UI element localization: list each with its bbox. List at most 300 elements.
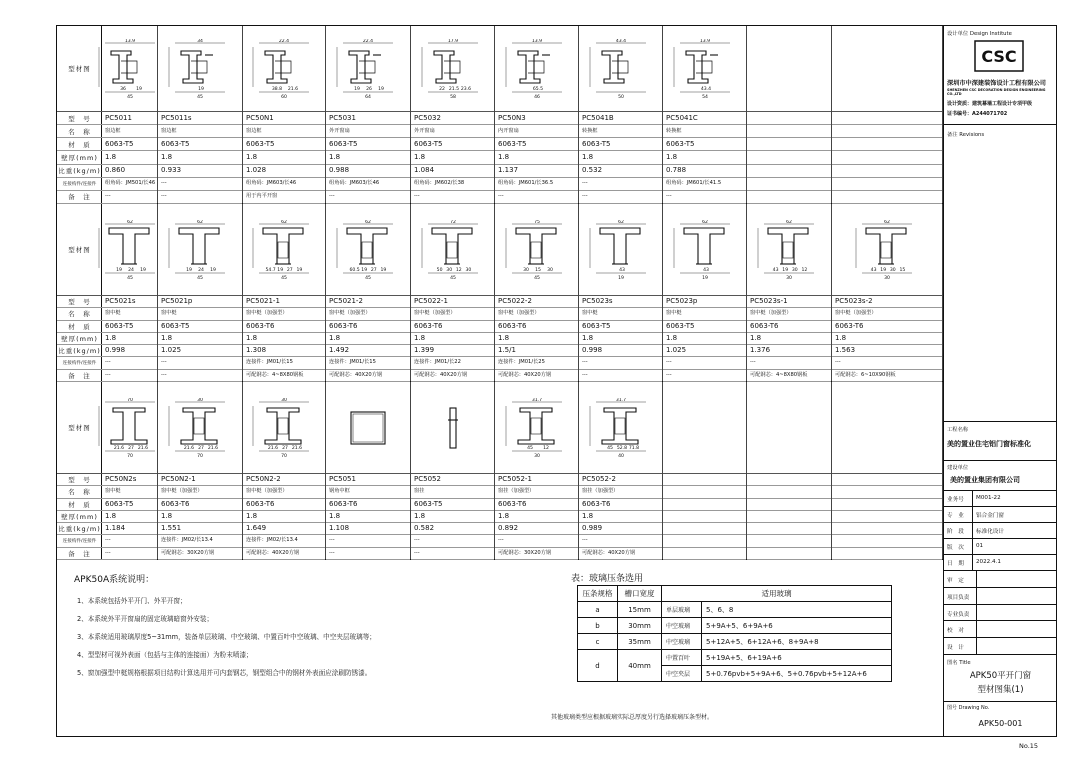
meta-value: 铝合金门窗 <box>976 513 1004 519</box>
dimension-label: 70 <box>126 397 133 403</box>
dimension-label: 19 <box>701 275 708 280</box>
profile-name: 窗中梃 <box>158 308 242 320</box>
profile-material: 6063-T6 <box>243 321 325 333</box>
profile-drawing-cell <box>747 204 831 296</box>
profile-material <box>832 499 942 511</box>
profile-remark: --- <box>102 548 157 560</box>
profile-name <box>747 125 831 138</box>
notes-title: APK50A系统说明： <box>74 575 155 585</box>
profile-name: 窗边框 <box>243 125 325 138</box>
profile-material: 6063-T6 <box>495 499 578 511</box>
profile-column <box>243 204 326 381</box>
row-label-wall: 壁厚(mm) <box>57 151 102 164</box>
meta-value: 标准化设计 <box>976 529 1004 535</box>
dimension-label: 19 <box>354 86 360 92</box>
profile-section-drawing <box>498 398 576 458</box>
profile-fitting: --- <box>832 357 942 369</box>
dimension-label: 30 <box>546 267 553 273</box>
profile-weight <box>832 523 942 535</box>
profile-material: 6063-T5 <box>579 138 662 151</box>
profile-section-drawing <box>666 39 744 99</box>
glass-col-header: 槽口宽度 <box>618 586 662 602</box>
dimension-label: 23.6 <box>460 86 471 92</box>
dimension-label: 62 <box>701 219 708 225</box>
table-row <box>578 650 892 666</box>
glass-type: 中空玻璃 <box>662 634 702 650</box>
dimension-label: 30 <box>889 267 896 273</box>
profile-column <box>158 26 243 203</box>
profile-weight: 0.582 <box>411 523 494 535</box>
profile-name: 窗中梃（加强型） <box>243 486 325 498</box>
profile-material <box>747 499 831 511</box>
profile-weight: 0.860 <box>102 165 157 178</box>
dimension-label: 52.8 <box>616 445 627 451</box>
profile-material: 6063-T6 <box>495 321 578 333</box>
profile-drawing-cell <box>326 204 410 296</box>
dimension-label: 72 <box>449 219 456 225</box>
profile-material: 6063-T5 <box>663 138 746 151</box>
row-label-material: 材 质 <box>57 138 102 151</box>
dimension-label: 45 <box>526 445 533 451</box>
profile-column <box>747 204 832 381</box>
dimension-label: 43 <box>702 267 709 273</box>
profile-material: 6063-T5 <box>411 138 494 151</box>
dimension-label: 21.5 <box>448 86 459 92</box>
dimension-label: 21.6 <box>183 445 195 451</box>
profile-column <box>663 204 747 381</box>
dimension-label: 19 <box>139 267 146 273</box>
profile-wall: 1.8 <box>102 151 157 164</box>
profile-model: PC5023p <box>663 296 746 308</box>
dimension-label: 45 <box>197 94 203 99</box>
row-label-fitting: 连接构件/连接件 <box>57 357 102 369</box>
profile-model: PC50N1 <box>243 112 325 125</box>
dimension-label: 19 <box>380 267 387 273</box>
dimension-label: 21.6 <box>207 445 219 451</box>
dimension-label: 31.7 <box>531 397 542 403</box>
profile-wall: 1.8 <box>326 511 410 523</box>
profile-weight: 1.399 <box>411 345 494 357</box>
profile-material: 6063-T5 <box>158 321 242 333</box>
glass-table <box>577 585 892 682</box>
profile-wall: 1.8 <box>411 511 494 523</box>
profile-fitting: 组角码：JM603/长46 <box>243 178 325 191</box>
profile-name: 窗挂 <box>411 486 494 498</box>
profile-column <box>243 26 326 203</box>
profile-drawing-cell <box>102 382 157 474</box>
sign-label: 项目负责 <box>947 594 970 601</box>
profile-fitting: --- <box>579 535 662 547</box>
profile-material: 6063-T5 <box>579 321 662 333</box>
profile-name: 窗边框 <box>158 125 242 138</box>
profile-drawing-cell <box>243 204 325 296</box>
profile-column <box>411 204 495 381</box>
dimension-label: 62 <box>365 219 371 225</box>
profile-section-drawing <box>91 39 169 99</box>
notes-section <box>57 563 943 736</box>
glass-table-title: 表：玻璃压条选用 <box>571 574 644 584</box>
sign-label: 设 计 <box>947 645 964 652</box>
dimension-label: 22.4 <box>278 38 290 44</box>
company-name-en: SHENZHEN CSC DECORATION DESIGN ENGINEERING CO.,LTD <box>947 88 1046 96</box>
profile-section-drawing <box>161 398 239 458</box>
profile-material: 6063-T6 <box>579 499 662 511</box>
meta-value: M001-22 <box>976 495 1001 501</box>
profile-wall: 1.8 <box>411 333 494 345</box>
owner-label: 建设单位 <box>947 465 969 471</box>
profile-name <box>832 486 942 498</box>
profile-material <box>747 138 831 151</box>
profile-weight: 1.025 <box>158 345 242 357</box>
dimension-label: 15 <box>534 267 541 273</box>
profile-fitting: 连接件：JM01/长15 <box>243 357 325 369</box>
dimension-label: 19 <box>782 267 789 273</box>
profile-wall: 1.8 <box>411 151 494 164</box>
glass-width: 15mm <box>618 602 662 618</box>
dimension-label: 21.6 <box>287 86 299 92</box>
profile-column <box>102 382 158 559</box>
dimension-label: 19 <box>880 267 887 273</box>
dimension-label: 38.8 <box>271 86 283 92</box>
dimension-label: 13.9 <box>124 38 135 44</box>
profile-block <box>57 204 943 382</box>
dimension-label: 62 <box>281 219 287 225</box>
profile-wall: 1.8 <box>243 151 325 164</box>
sign-row <box>944 588 1057 605</box>
profile-remark: --- <box>326 548 410 560</box>
profile-model: PC5023s-2 <box>832 296 942 308</box>
dimension-label: 21.6 <box>291 445 303 451</box>
dimension-label: 19 <box>135 86 142 92</box>
glass-type: 中置百叶 <box>662 650 702 666</box>
dimension-label: 45 <box>281 275 287 280</box>
profile-section-drawing <box>91 398 169 458</box>
sign-row <box>944 621 1057 638</box>
profile-model: PC5023s-1 <box>747 296 831 308</box>
profile-wall: 1.8 <box>663 333 746 345</box>
profile-fitting: 组角码：JM602/长38 <box>411 178 494 191</box>
meta-row <box>944 539 1057 555</box>
sign-label: 审 定 <box>947 578 964 584</box>
dimension-label: 19 <box>617 275 624 280</box>
profile-model: PC5032 <box>411 112 494 125</box>
profile-column <box>102 26 158 203</box>
profile-drawing-cell <box>579 204 662 296</box>
row-label-wall: 壁厚(mm) <box>57 511 102 523</box>
profile-name: 外开窗扇 <box>326 125 410 138</box>
profile-weight: 1.084 <box>411 165 494 178</box>
profile-weight: 0.788 <box>663 165 746 178</box>
profile-material: 6063-T5 <box>326 138 410 151</box>
profile-model <box>832 112 942 125</box>
profile-wall: 1.8 <box>747 333 831 345</box>
dimension-label: 64 <box>365 94 371 99</box>
dimension-label: 62 <box>126 219 133 225</box>
dimension-label: 30 <box>786 275 792 280</box>
profile-section-drawing <box>848 220 926 280</box>
note-line: 1、本系统包括外平开门、外平开窗； <box>77 597 187 605</box>
profile-name: 窗中梃（加强型） <box>243 308 325 320</box>
profile-section-drawing <box>161 39 239 99</box>
glass-width: 40mm <box>618 650 662 682</box>
profile-remark: 可配钢芯：40X20方钢 <box>243 548 325 560</box>
row-label-model: 型 号 <box>57 112 102 125</box>
sign-row <box>944 605 1057 622</box>
meta-divider <box>972 539 973 555</box>
glass-width: 30mm <box>618 618 662 634</box>
profile-column <box>411 26 495 203</box>
profile-wall: 1.8 <box>158 333 242 345</box>
profile-fitting: 连接件：JM01/长15 <box>326 357 410 369</box>
profile-section-drawing <box>329 220 407 280</box>
meta-row <box>944 507 1057 523</box>
meta-value: 2022.4.1 <box>976 559 1001 565</box>
dimension-label: 19 <box>115 267 122 273</box>
dimension-label: 26 <box>366 86 372 92</box>
profile-remark: 可配钢芯：4~8X80钢板 <box>747 370 831 382</box>
profile-material <box>832 138 942 151</box>
profile-drawing-cell <box>102 204 157 296</box>
profile-weight: 1.551 <box>158 523 242 535</box>
profile-material: 6063-T5 <box>102 499 157 511</box>
svg-text:CSC: CSC <box>981 47 1017 66</box>
glass-code: c <box>578 634 618 650</box>
owner-name: 美的置业集团有限公司 <box>950 476 1020 484</box>
profile-column <box>579 382 663 559</box>
row-label-image: 型材图 <box>57 204 102 296</box>
profile-weight: 1.563 <box>832 345 942 357</box>
profile-material: 6063-T5 <box>411 499 494 511</box>
profile-weight: 1.492 <box>326 345 410 357</box>
page-number: No.15 <box>1019 742 1039 750</box>
revisions-label: 备注 Revisions <box>947 132 985 138</box>
profile-remark: --- <box>579 191 662 204</box>
row-label-weight: 比重(kg/m) <box>57 165 102 178</box>
row-label-model: 型 号 <box>57 296 102 308</box>
glass-table-note: 其他玻璃类型应根据玻璃实际总厚度另行选择玻璃压条型材。 <box>551 714 714 721</box>
profile-model: PC50N3 <box>495 112 578 125</box>
profile-drawing-cell <box>663 382 746 474</box>
profile-drawing-cell <box>158 204 242 296</box>
profile-wall: 1.8 <box>579 511 662 523</box>
dimension-label: 24 <box>198 267 204 273</box>
profile-block <box>57 26 943 204</box>
dimension-label: 12 <box>455 267 462 273</box>
dimension-label: 19 <box>186 267 192 273</box>
profile-remark <box>832 548 942 560</box>
dimension-label: 30 <box>791 267 798 273</box>
glass-type: 中空夹层 <box>662 666 702 682</box>
profile-column <box>747 26 832 203</box>
dimension-label: 12 <box>542 445 549 451</box>
profile-weight: 0.892 <box>495 523 578 535</box>
dimension-label: 19 <box>198 86 204 92</box>
dimension-label: 24 <box>127 267 134 273</box>
profile-weight: 1.108 <box>326 523 410 535</box>
profile-remark: --- <box>102 370 157 382</box>
sign-label: 专业负责 <box>947 611 970 618</box>
profile-model: PC5021-1 <box>243 296 325 308</box>
meta-row <box>944 555 1057 571</box>
sign-divider <box>976 605 977 622</box>
profile-fitting <box>832 178 942 191</box>
profile-name <box>832 125 942 138</box>
profile-name: 窗中梃（加强型） <box>158 486 242 498</box>
dimension-label: 27 <box>198 445 204 451</box>
profile-weight: 1.649 <box>243 523 325 535</box>
profile-weight <box>663 523 746 535</box>
profile-drawing-cell <box>747 26 831 112</box>
profile-material: 6063-T6 <box>411 321 494 333</box>
profile-model: PC5051 <box>326 474 410 486</box>
profile-model <box>747 474 831 486</box>
sign-row <box>944 571 1057 588</box>
glass-spec: 5、6、8 <box>702 602 892 618</box>
profile-name: 转换框 <box>579 125 662 138</box>
company-name: 深圳市中深建装饰设计工程有限公司 <box>947 80 1046 87</box>
row-label-name: 名 称 <box>57 125 102 138</box>
profile-section-drawing <box>414 39 492 99</box>
note-line: 2、本系统外平开窗扇的固定玻璃暗窗外安装； <box>77 615 214 623</box>
revisions-box <box>944 125 1057 422</box>
dimension-label: 30 <box>445 267 452 273</box>
profile-model: PC5052-1 <box>495 474 578 486</box>
dimension-label: 46 <box>533 94 540 99</box>
profile-name: 窗中梃 <box>102 308 157 320</box>
profile-section-drawing <box>582 39 660 99</box>
dimension-label: 45 <box>197 275 203 280</box>
profile-weight: 0.998 <box>102 345 157 357</box>
profile-weight: 1.028 <box>243 165 325 178</box>
profile-remark: --- <box>158 370 242 382</box>
dimension-label: 19 <box>296 267 303 273</box>
profile-remark <box>663 548 746 560</box>
profile-drawing-cell <box>411 382 494 474</box>
profile-wall: 1.8 <box>832 333 942 345</box>
dimension-label: 34 <box>197 38 203 44</box>
profile-column <box>158 204 243 381</box>
profile-name: 钢角中框 <box>326 486 410 498</box>
profile-name: 外开窗扇 <box>411 125 494 138</box>
profile-fitting: 连接件：JM01/长22 <box>411 357 494 369</box>
dimension-label: 45 <box>126 275 133 280</box>
dimension-label: 21.6 <box>267 445 279 451</box>
profile-fitting <box>747 178 831 191</box>
glass-code: d <box>578 650 618 682</box>
profile-section-drawing <box>91 220 169 280</box>
profile-section-drawing <box>245 398 323 458</box>
profile-column <box>158 382 243 559</box>
profile-column <box>832 26 943 203</box>
profile-remark <box>747 191 831 204</box>
owner-box <box>944 461 1057 491</box>
profile-remark: --- <box>411 548 494 560</box>
profile-remark: --- <box>579 370 662 382</box>
profile-material: 6063-T5 <box>495 138 578 151</box>
row-label-image: 型材图 <box>57 382 102 474</box>
profile-name <box>663 486 746 498</box>
dimension-label: 21.6 <box>137 445 148 451</box>
profile-wall <box>747 511 831 523</box>
profile-weight: 1.184 <box>102 523 157 535</box>
profile-fitting: --- <box>663 357 746 369</box>
sign-divider <box>976 621 977 638</box>
row-label-fitting: 连接构件/连接件 <box>57 178 102 191</box>
profile-material: 6063-T6 <box>158 499 242 511</box>
profile-model: PC5021-2 <box>326 296 410 308</box>
profile-fitting: --- <box>579 178 662 191</box>
meta-key: 版 次 <box>947 545 964 551</box>
dimension-label: 43 <box>772 267 779 273</box>
profile-remark: 可配钢芯：30X20方钢 <box>495 548 578 560</box>
profile-remark: --- <box>663 191 746 204</box>
profile-weight: 1.137 <box>495 165 578 178</box>
dimension-label: 12 <box>801 267 808 273</box>
profile-fitting: 连接件：JM02/长13.4 <box>243 535 325 547</box>
profile-drawing-cell <box>158 382 242 474</box>
profile-model: PC5021p <box>158 296 242 308</box>
dimension-label: 43 <box>618 267 625 273</box>
profile-weight: 1.5/1 <box>495 345 578 357</box>
row-label-material: 材 质 <box>57 499 102 511</box>
profile-block <box>57 382 943 560</box>
glass-width: 35mm <box>618 634 662 650</box>
profile-model: PC50N2s <box>102 474 157 486</box>
profile-remark <box>832 191 942 204</box>
dimension-label: 21.6 <box>113 445 124 451</box>
row-label-material: 材 质 <box>57 321 102 333</box>
profile-remark: 可配钢芯：40X20方钢 <box>411 370 494 382</box>
meta-key: 专 业 <box>947 513 964 519</box>
row-label-remark: 备 注 <box>57 191 102 204</box>
profile-weight: 1.376 <box>747 345 831 357</box>
profile-column <box>243 382 326 559</box>
dimension-label: 43 <box>870 267 877 273</box>
profile-fitting: --- <box>495 535 578 547</box>
table-row <box>578 618 892 634</box>
profile-name: 窗挂（加强型） <box>579 486 662 498</box>
meta-divider <box>972 507 973 523</box>
dimension-label: 62 <box>197 219 203 225</box>
profile-wall: 1.8 <box>158 151 242 164</box>
profile-fitting: --- <box>158 178 242 191</box>
profile-name: 窗中梃 <box>102 486 157 498</box>
profile-weight: 0.989 <box>579 523 662 535</box>
dimension-label: 30 <box>197 397 203 403</box>
table-row <box>578 634 892 650</box>
profile-drawing-cell <box>495 26 578 112</box>
profile-wall: 1.8 <box>663 151 746 164</box>
profile-column <box>326 382 411 559</box>
profile-drawing-cell <box>747 382 831 474</box>
profile-material: 6063-T5 <box>102 138 157 151</box>
profile-name: 窗挂（加强型） <box>495 486 578 498</box>
dimension-label: 22 <box>438 86 445 92</box>
profile-section-drawing <box>582 220 660 280</box>
profile-section-drawing <box>498 39 576 99</box>
profile-wall <box>747 151 831 164</box>
dimension-label: 15 <box>899 267 906 273</box>
profile-section-drawing <box>498 220 576 280</box>
glass-type: 中空玻璃 <box>662 618 702 634</box>
qualification: 设计资质：建筑幕墙工程设计专项甲级 <box>947 101 1033 107</box>
profile-remark: --- <box>158 191 242 204</box>
profile-section-drawing <box>414 398 492 458</box>
profile-section-drawing <box>582 398 660 458</box>
row-label-weight: 比重(kg/m) <box>57 345 102 357</box>
dimension-label: 13.9 <box>699 38 710 44</box>
profile-weight: 1.308 <box>243 345 325 357</box>
